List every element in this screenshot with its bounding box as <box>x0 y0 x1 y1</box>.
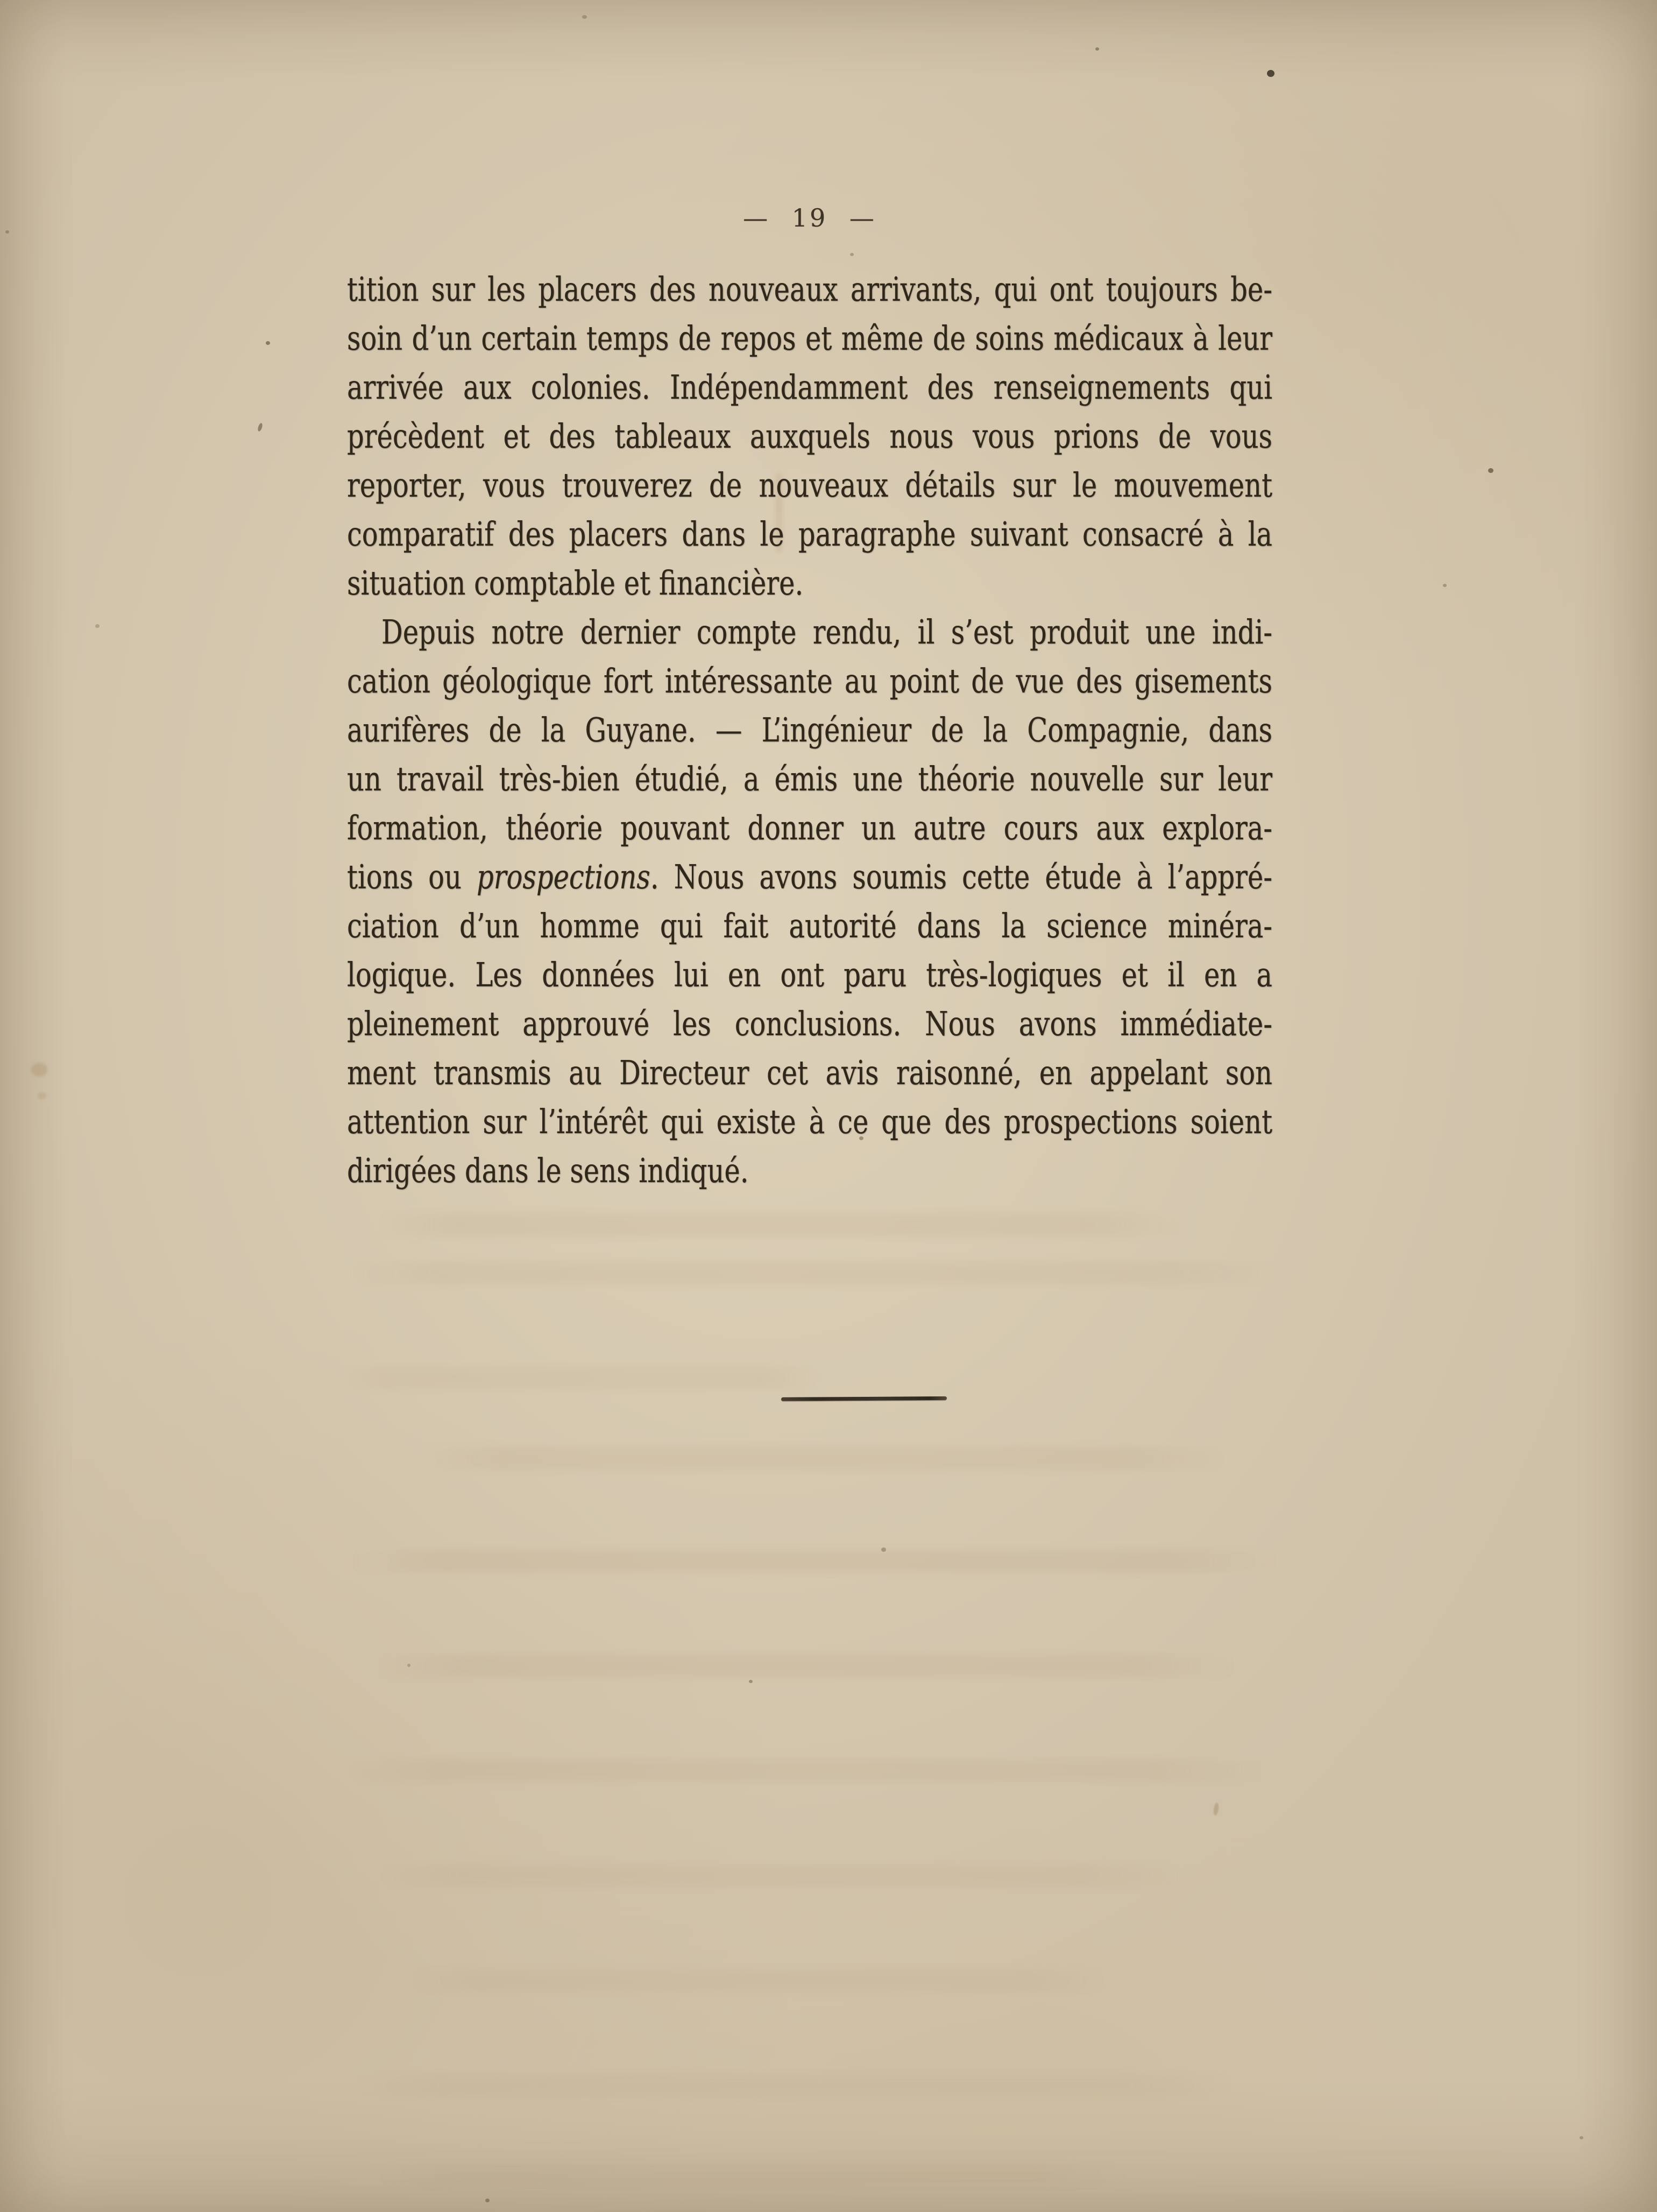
paper-speck <box>1488 468 1493 473</box>
text-line: arrivée aux colonies. Indépendamment des renseignements qui <box>347 368 1272 407</box>
text-line: situation comptable et financière. <box>347 563 804 603</box>
showthrough-line <box>377 1864 1184 1887</box>
showthrough-line <box>377 1213 1184 1236</box>
showthrough-line <box>339 1367 823 1389</box>
paper-speck <box>1267 70 1274 77</box>
showthrough-line <box>350 1550 1280 1572</box>
paper-speck <box>31 1063 47 1077</box>
body-text <box>347 265 1272 1195</box>
paper-speck <box>266 341 270 345</box>
text-line: ment transmis au Directeur cet avis raisonné, en appelant son <box>347 1053 1272 1092</box>
paper-speck <box>582 15 587 19</box>
text-line: pleinement approuvé les conclusions. Nous avons immédiate- <box>347 1004 1272 1043</box>
paper-speck <box>38 1092 46 1099</box>
paper-speck <box>1443 584 1447 587</box>
text-line: dirigées dans le sens indiqué. <box>347 1151 749 1190</box>
paper-speck <box>407 1664 410 1667</box>
showthrough-line <box>344 1262 1280 1284</box>
text-line: comparatif des placers dans le paragraphe suivant consacré à la <box>347 514 1272 554</box>
showthrough-line <box>409 1969 1108 1992</box>
text-line: logique. Les données lui en ont paru très-logiques et il en a <box>347 955 1272 994</box>
page-number: — 19 — <box>743 203 876 232</box>
paper-speck <box>1580 2136 1583 2139</box>
paper-speck <box>881 1547 886 1552</box>
text-line: aurifères de la Guyane. — L’ingénieur de la Compagnie, dans <box>347 710 1272 750</box>
text-line: formation, théorie pouvant donner un autre cours aux explora- <box>347 808 1272 847</box>
paper-speck <box>257 422 264 432</box>
showthrough-line <box>350 2074 1237 2097</box>
text-line: tition sur les placers des nouveaux arrivants, qui ont toujours be- <box>347 270 1272 309</box>
showthrough-line <box>420 1447 1227 1470</box>
paper-speck <box>749 1680 753 1683</box>
paper-speck <box>1095 47 1099 51</box>
showthrough-line <box>377 1655 1237 1677</box>
text-line: soin d’un certain temps de repos et même de soins médicaux à leur <box>347 319 1272 358</box>
text-line: attention sur l’intérêt qui existe à ce que des prospections soient <box>347 1102 1272 1141</box>
paper-speck <box>5 230 9 234</box>
section-divider-rule <box>781 1396 947 1401</box>
paper-speck <box>95 624 100 628</box>
paper-speck <box>1213 1802 1219 1815</box>
paper-speck <box>485 2199 490 2202</box>
text-line: précèdent et des tableaux auxquels nous vous prions de vous <box>347 416 1272 456</box>
text-line: un travail très-bien étudié, a émis une théorie nouvelle sur leur <box>347 759 1272 798</box>
showthrough-line <box>377 2163 1130 2186</box>
text-line: reporter, vous trouverez de nouveaux détails sur le mouvement <box>347 465 1272 505</box>
text-line: ciation d’un homme qui fait autorité dans la science minéra- <box>347 906 1272 945</box>
text-line: cation géologique fort intéressante au point de vue des gisements <box>347 661 1272 701</box>
paper-speck <box>850 253 854 256</box>
text-line: Depuis notre dernier compte rendu, il s’est produit une indi- <box>381 612 1272 652</box>
showthrough-line <box>344 1759 1270 1782</box>
text-line: tions ou prospections. Nous avons soumis cette étude à l’appré- <box>347 857 1273 896</box>
